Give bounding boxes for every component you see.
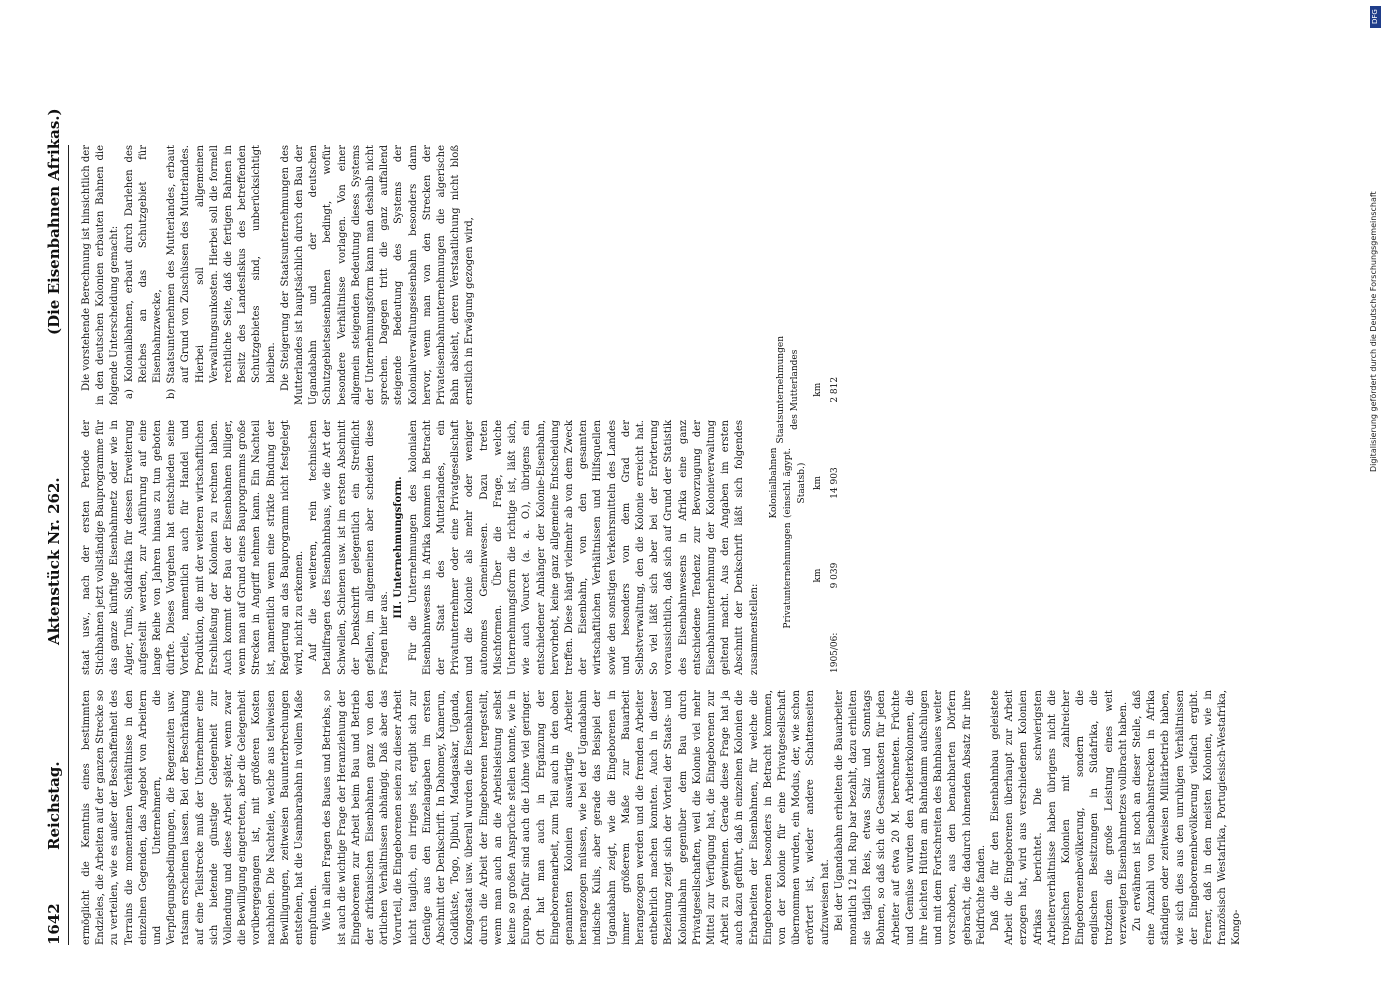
table-header: Kolonialbahnen (einschl. ägypt. Staatsb.) (768, 447, 808, 519)
column-3 (80, 145, 1260, 405)
header-center: Aktenstück Nr. 262. (45, 477, 63, 645)
header-left: Reichstag. (45, 761, 63, 850)
list-item: b) Staatsunternehmen des Mutterlandes, erbaut auf Grund von Zuschüssen des Mutterlandes. Hierbei soll allgemeinen Verwaltungsunkosten. Hierbei soll die formell rechtliche Seite, daß die fertigen Bahnen in Besitz des Landesfiskus des betreffenden Schutzgebietes sind, unberücksichtigt bleiben. (166, 145, 277, 399)
table-unit: km (813, 476, 824, 491)
paragraph: Die Steigerung der Staatsunternehmungen des Mutterlandes ist hauptsächlich durch den Bau der Ugandabahn und der deutschen Schutzgebietseisenbahnen bedingt, wofür besondere Verhältnisse vorlagen. Von einer allgemein steigenden Bedeutung dieses Systems der Unternehmungsform kann man deshalb nicht sprechen. Dagegen tritt die ganz auffallend steigende Bedeutung des Systems der Kolonialverwaltungseisenbahn besonders dann hervor, wenn man von den Strecken der Privateisenbahnunternehmungen die algerische Bahn absieht, deren Verstaatlichung nicht bloß ernstlich in Erwägung gezogen wird, (279, 145, 476, 405)
paragraph: Daß die für den Eisenbahnbau geleistete Arbeit die Eingeborenen überhaupt zur Arbeit erzogen hat, wird aus verschiedenen Kolonien Afrikas berichtet. Die schwierigsten Arbeiterverhältnisse haben übrigens nicht die tropischen Kolonien mit zahlreicher Eingeborenenbevölkerung, sondern die englischen Besitzungen in Südafrika, die trotzdem die große Leistung eines weit verzweigten Eisenbahnnetzes vollbracht haben. (990, 690, 1129, 945)
paragraph: Für die Unternehmungen des kolonialen Eisenbahnwesens in Afrika kommen in Betracht der Staat des Mutterlandes, ein Privatunternehmer oder eine Privatgesellschaft und die Kolonie als mehr oder weniger autonomes Gemeinwesen. Dazu treten Mischformen. Über die Frage, welche Unternehmungsform die richtige ist, läßt sich, wie auch Vourcet (a. a. O.), übrigens ein entschiedener Anhänger der Kolonie-Eisenbahn, hervorhebt, keine ganz allgemeine Entscheidung treffen. Diese hängt vielmehr ab von dem Zweck der Eisenbahn, von den gesamten wirtschaftlichen Verhältnissen und Hilfsquellen sowie den sonstigen Verkehrsmitteln des Landes und besonders von dem Grad der Selbstverwaltung, den die Kolonie erreicht hat. So viel läßt sich aber bei der Erörterung voraussichtlich, daß sich auf Grund der Statistik des Eisenbahnwesens in Afrika eine ganz entschiedene Tendenz zur Bevorzugung der Eisenbahnunternehmung der Kolonieverwaltung geltend macht. Aus den Angaben im ersten Abschnitt der Denkschrift läßt sich folgendes zusammenstellen: (407, 420, 760, 675)
header-right: (Die Eisenbahnen Afrikas.) (45, 108, 63, 335)
rotated-page (0, 100, 1325, 1000)
dfg-logo: DFG (1370, 6, 1381, 28)
paragraph: Wie in allen Fragen des Baues und Betriebs, so ist auch die wichtige Frage der Heranziehung der Eingeborenen zur Arbeit beim Bau und Betrieb der afrikanischen Eisenbahnen ganz von den örtlichen Verhältnissen abhängig. Daß aber das Vorurteil, die Eingeborenen seien zu dieser Arbeit nicht tauglich, ein irriges ist, ergibt sich zur Genüge aus den Einzelangaben im ersten Abschnitt der Denkschrift. In Dahomey, Kamerun, Goldküste, Togo, Djibuti, Madagaskar, Uganda, Kongostaat usw. überall wurden die Eisenbahnen durch die Arbeit der Eingeborenen hergestellt, wenn man auch an die Arbeitsleistung selbst keine so großen Ansprüche stellen konnte, wie in Europa. Dafür sind auch die Löhne viel geringer. Oft hat man auch in Ergänzung der Eingeborenenarbeit, zum Teil auch in den oben genannten Kolonien auswärtige Arbeiter herangezogen müssen, wie bei der Ugandabahn indische Kulis, aber gerade das Beispiel der Ugandabahn zeigt, wie die Eingeborenen in immer größerem Maße zur Bauarbeit herangezogen werden und die fremden Arbeiter entbehrlich machen konnten. Auch in dieser Beziehung zeigt sich der Vorteil der Staats- und Kolonialbahn gegenüber dem Bau durch Privatgesellschaften, weil die Kolonie viel mehr Mittel zur Verfügung hat, die Eingeborenen zur Arbeit zu gewinnen. Gerade diese Frage hat ja auch dazu geführt, daß in einzelnen Kolonien die Erbarbeiten der Eisenbahnen, für welche die Eingeborenen besonders in Betracht kommen, von der Kolonie für eine Privatgesellschaft übernommen wurden, ein Modus, der, wie schon erörtert ist, wieder andere Schattenseiten aufzuweisen hat. (322, 690, 831, 945)
paragraph: staat usw., nach der ersten Periode der Stichbahnen jetzt vollständige Bauprogramme für das ganze künftige Eisenbahnnetz oder wie in Algier, Tunis, Südafrika für dessen Erweiterung aufgestellt werden, zur Ausführung auf eine lange Reihe von Jahren hinaus zu tun geboten dürfte. Dieses Vorgehen hat entschieden seine Vorteile, namentlich auch für Handel und Produktion, die mit der weiteren wirtschaftlichen Erschließung der Kolonien zu rechnen haben. Auch kommt der Bau der Eisenbahnen billiger, wenn man auf Grund eines Bauprogramms große Strecken in Angriff nehmen kann. Ein Nachteil ist, namentlich wenn eine strikte Bindung der Regierung an das Bauprogramm nicht festgelegt wird, nicht zu erkennen. (81, 420, 306, 675)
paragraph: ermöglicht die Kenntnis eines bestimmten Endzieles, die Arbeiten auf der ganzen Strecke so zu verteilen, wie es außer der Beschaffenheit des Terrains die momentanen Verhältnisse in den einzelnen Gegenden, das Angebot von Arbeitern und Unternehmern, die Verpflegungsbedingungen, die Regenzeiten usw. ratsam erscheinen lassen. Bei der Beschränkung auf eine Teilstrecke muß der Unternehmer eine sich bietende günstige Gelegenheit zur Vollendung und diese Arbeit später, wenn zwar die Bewilligung eingetreten, aber die Gelegenheit vorübergegangen ist, mit größeren Kosten nachholen. Die Nachteile, welche aus teilweisen Bewilligungen, zeitweisen Bauunterbrechungen entstehen, hat die Usambarabahn in vollem Maße empfunden. (81, 690, 320, 945)
list-item: a) Kolonialbahnen, erbaut durch Darlehen des Reiches an das Schutzgebiet für Eisenbahnzwecke, (123, 145, 164, 399)
paragraph: Bei der Ugandabahn erhielten die Bauarbeiter monatlich 12 ind. Rup bar bezahlt, dazu erhielten sie täglich Reis, etwas Salz und Sonntags Bohnen, so daß sich die Gesamtkosten für jeden Arbeiter auf etwa 20 M. berechneten. Früchte und Gemüse wurden den Arbeiterkolonnen, die ihre leichten Hütten am Bahndamm aufschlugen und mit dem Fortschreiten des Bahnbaues weiter vorschoben, aus den benachbarten Dörfern gebracht, die dadurch lohnenden Absatz für ihre Feldfrüchte fanden. (833, 690, 987, 945)
table-unit: km (813, 382, 824, 397)
table-cell: 9 039 (829, 562, 840, 589)
paragraph: Zu erwähnen ist noch an dieser Stelle, daß eine Anzahl von Eisenbahnstrecken in Afrika ständigen oder zeitweisen Militärbetrieb haben, wie sich dies aus den unruhigen Verhältnissen der Eingeborenenbevölkerung vielfach ergibt. Ferner, daß in den meisten Kolonien, wie in französisch Westafrika, Portugiesisch-Westafrika, Kongo- (1132, 690, 1243, 945)
table-unit (810, 631, 826, 675)
table-header (766, 631, 811, 675)
paragraph: Auf die weiteren, rein technischen Detailfragen des Eisenbahnbaus, wie die Art der Schwellen, Schienen usw. ist im ersten Abschnitt der Denkschrift gelegentlich ein Streiflicht gefallen, im allgemeinen aber scheiden diese Fragen hier aus. (308, 420, 391, 675)
table-unit: km (813, 568, 824, 583)
column-1 (80, 690, 1260, 945)
header-rule (68, 145, 69, 945)
page-number: 1642 (45, 903, 63, 945)
dfg-funding-note: Digitalisierung gefördert durch die Deutsche Forschungsgemeinschaft (1369, 191, 1378, 472)
table-cell: 1905/06: (829, 632, 840, 673)
table-header: Staatsunternehmungen des Mutterlandes (775, 336, 801, 444)
column-2 (80, 336, 1260, 675)
table-header: Privatunternehmungen (782, 522, 793, 629)
paragraph: Die vorstehende Berechnung ist hinsichtlich der in den deutschen Kolonien erbauten Bahnen die folgende Unterscheidung gemacht: (81, 145, 121, 405)
table-cell: 14 903 (829, 467, 840, 499)
table-cell: 2 812 (829, 376, 840, 403)
section-heading: III. Unternehmungsform. (393, 476, 405, 619)
